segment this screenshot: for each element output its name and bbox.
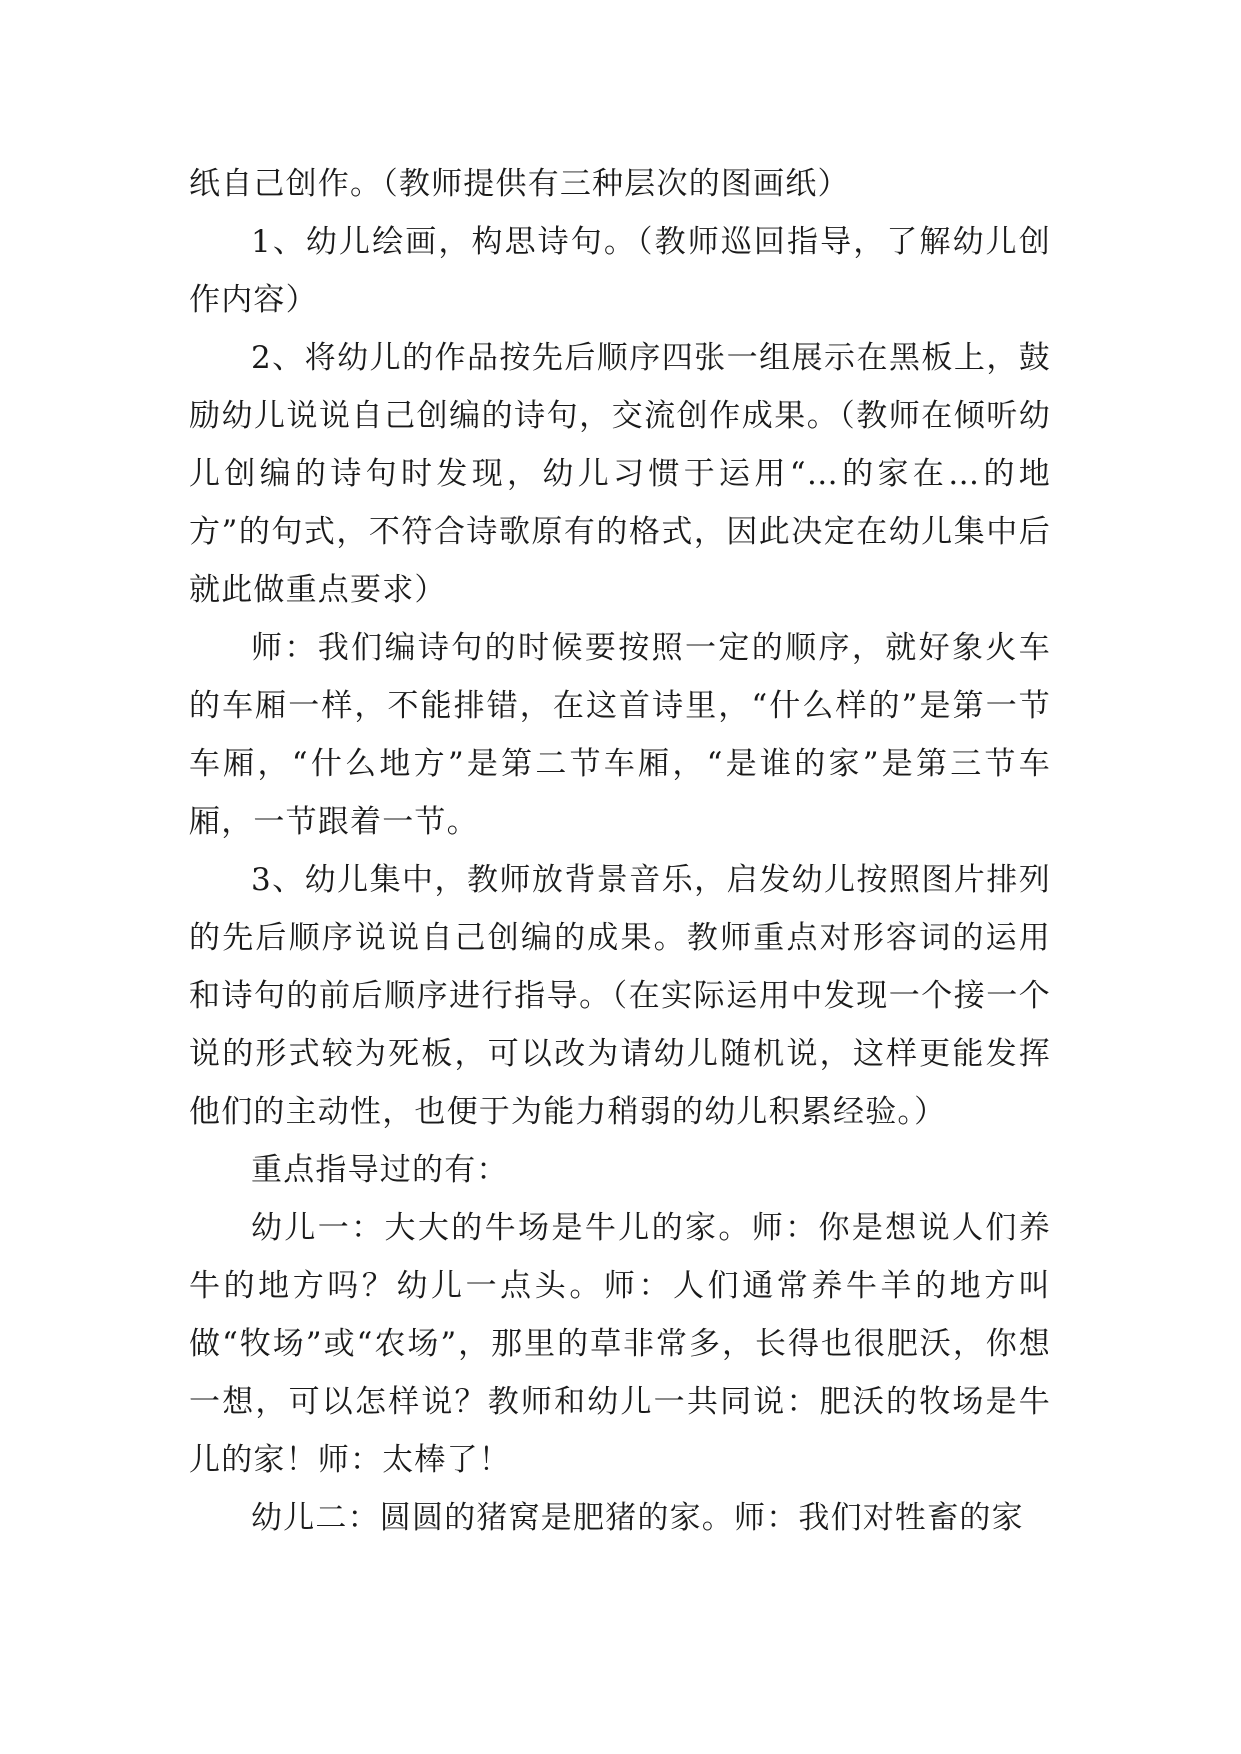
paragraph-teacher-remark: 师：我们编诗句的时候要按照一定的顺序，就好象火车的车厢一样，不能排错，在这首诗里，“什么样的”是第一节车厢，“什么地方”是第二节车厢，“是谁的家”是第三节车厢，一节跟着一节。 — [189, 630, 1051, 840]
document-body — [189, 155, 1051, 1547]
paragraph-step-1: 1、幼儿绘画，构思诗句。（教师巡回指导，了解幼儿创作内容） — [189, 224, 1051, 318]
paragraph-continuation: 纸自己创作。（教师提供有三种层次的图画纸） — [189, 166, 850, 202]
paragraph-guidance-heading: 重点指导过的有： — [251, 1152, 509, 1188]
paragraph-child-one: 幼儿一：大大的牛场是牛儿的家。师：你是想说人们养牛的地方吗？幼儿一点头。师：人们通常养牛羊的地方叫做“牧场”或“农场”，那里的草非常多，长得也很肥沃，你想一想，可以怎样说？教师和幼儿一共同说：肥沃的牧场是牛儿的家！师：太棒了！ — [189, 1210, 1051, 1478]
paragraph-child-two: 幼儿二：圆圆的猪窝是肥猪的家。师：我们对牲畜的家 — [251, 1500, 1024, 1536]
paragraph-step-2: 2、将幼儿的作品按先后顺序四张一组展示在黑板上，鼓励幼儿说说自己创编的诗句，交流创作成果。（教师在倾听幼儿创编的诗句时发现，幼儿习惯于运用“…的家在…的地方”的句式，不符合诗歌原有的格式，因此决定在幼儿集中后就此做重点要求） — [189, 340, 1051, 608]
paragraph-step-3: 3、幼儿集中，教师放背景音乐，启发幼儿按照图片排列的先后顺序说说自己创编的成果。教师重点对形容词的运用和诗句的前后顺序进行指导。（在实际运用中发现一个接一个说的形式较为死板，可以改为请幼儿随机说，这样更能发挥他们的主动性，也便于为能力稍弱的幼儿积累经验。） — [189, 862, 1051, 1130]
